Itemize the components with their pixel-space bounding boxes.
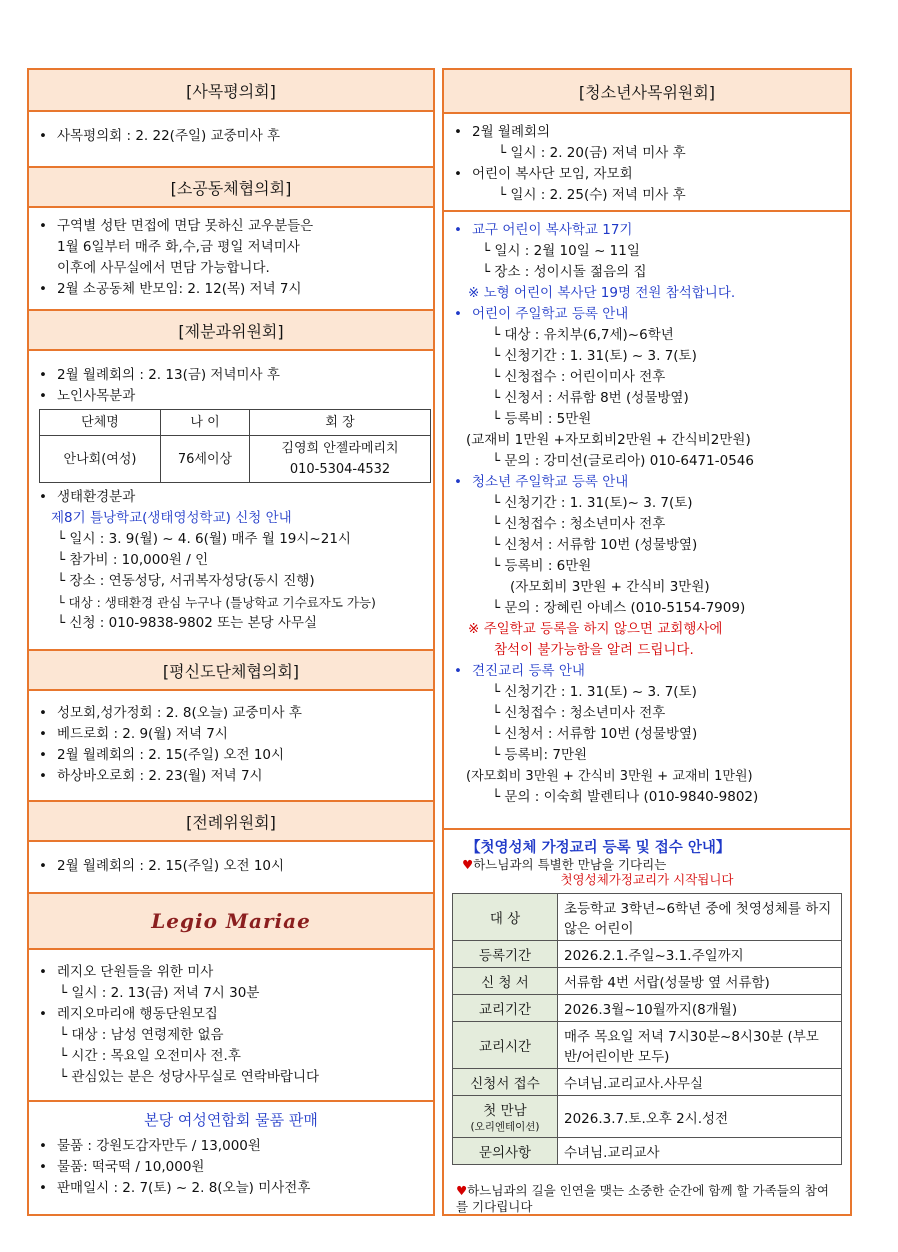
sogong-item-2: • 2월 소공동체 반모임: 2. 12(목) 저녁 7시	[29, 279, 433, 300]
section-header-jebun	[29, 311, 433, 351]
senior-cell-name: 안나회(여성)	[40, 436, 161, 483]
con-sub: └ 신청서 : 서류함 10번 (성물방옆)	[492, 726, 698, 742]
pyeong-item: • 성모회,성가정회 : 2. 8(오늘) 교중미사 후	[29, 703, 433, 724]
communion-table	[452, 893, 842, 1165]
row-label: 신 청 서	[453, 968, 558, 995]
jebun-item-3: • 생태환경분과	[29, 487, 433, 508]
altar-school-title: • 교구 어린이 복사학교 17기	[444, 220, 850, 241]
row-label-sub: (오리엔테이션)	[470, 1121, 540, 1133]
youth-title: [청소년사목위원회]	[578, 82, 716, 102]
kids-school-title: • 어린이 주일학교 등록 안내	[444, 304, 850, 325]
section-header-legio	[29, 894, 433, 950]
con-sub: └ 등록비: 7만원	[492, 747, 588, 763]
teen-contact: └ 문의 : 장혜린 아녜스 (010-5154-7909)	[492, 600, 746, 616]
youth-item-2: • 어린이 복사단 모임, 자모회	[444, 164, 850, 185]
legio-sub: └ 시간 : 목요일 오전미사 전.후	[59, 1048, 241, 1064]
legio-section	[29, 950, 433, 1102]
altar-sub: └ 일시 : 2월 10일 ~ 11일	[482, 243, 640, 259]
table-row	[453, 968, 842, 995]
teen-sub: └ 신청서 : 서류함 10번 (성물방옆)	[492, 537, 698, 553]
pyeong-item: • 2월 월례회의 : 2. 15(주일) 오전 10시	[29, 745, 433, 766]
row-label: 등록기간	[453, 941, 558, 968]
communion-intro-2: 첫영성체가정교리가 시작됩니다	[560, 872, 734, 887]
senior-header-age: 나 이	[161, 410, 250, 436]
women-item: • 판매일시 : 2. 7(토) ~ 2. 8(오늘) 미사전후	[29, 1178, 433, 1199]
legio-title: Legio Mariae	[151, 909, 311, 933]
row-value: 2026.2.1.주일~3.1.주일까지	[558, 941, 842, 968]
kids-sub: └ 신청기간 : 1. 31(토) ~ 3. 7(토)	[492, 348, 697, 364]
con-contact: └ 문의 : 이숙희 발렌티나 (010-9840-9802)	[492, 789, 759, 805]
sogong-section	[29, 208, 433, 311]
legio-item-2: • 레지오마리애 행동단원모집	[29, 1004, 433, 1025]
senior-header-leader: 회 장	[250, 410, 431, 436]
eco-line: └ 신청 : 010-9838-9802 또는 본당 사무실	[57, 615, 318, 631]
pyeong-item: • 하상바오로회 : 2. 23(월) 저녁 7시	[29, 766, 433, 787]
altar-note: ※ 노형 어린이 복사단 19명 전원 참석합니다.	[468, 285, 736, 301]
jebun-section	[29, 351, 433, 651]
row-label: 신청서 접수	[453, 1069, 558, 1096]
row-value: 매주 목요일 저녁 7시30분~8시30분 (부모반/어린이반 모두)	[558, 1022, 842, 1069]
sogong-title: [소공동체협의회]	[170, 178, 292, 198]
right-column	[442, 68, 852, 1216]
row-label-main: 첫 만남	[483, 1103, 527, 1119]
row-value: 서류함 4번 서랍(성물방 옆 서류함)	[558, 968, 842, 995]
eco-course-title: 제8기 틀낭학교(생태영성학교) 신청 안내	[51, 510, 292, 526]
women-title: 본당 여성연합회 물품 판매	[144, 1111, 318, 1129]
school-section	[444, 212, 850, 830]
communion-title: 【첫영성체 가정교리 등록 및 접수 안내】	[466, 840, 731, 856]
section-header-youth	[444, 70, 850, 114]
teen-fee: (자모회비 3만원 + 간식비 3만원)	[510, 579, 710, 595]
pyeong-title: [평신도단체협의회]	[162, 661, 300, 681]
table-row	[453, 1069, 842, 1096]
left-column	[27, 68, 435, 1216]
youth-item-1: • 2월 월례회의	[444, 122, 850, 143]
closing-text: 하느님과의 길을 인연을 맺는 소중한 순간에 함께 할 가족들의 참여를 기다립니다	[456, 1183, 830, 1214]
table-row	[453, 995, 842, 1022]
heart-icon: ♥	[456, 1183, 468, 1198]
con-sub: └ 신청기간 : 1. 31(토) ~ 3. 7(토)	[492, 684, 697, 700]
senior-cell-age: 76세이상	[161, 436, 250, 483]
legio-sub: └ 관심있는 분은 성당사무실로 연락바랍니다	[59, 1069, 320, 1085]
sogong-line-2: 1월 6일부터 매주 화,수,금 평일 저녁미사	[57, 239, 300, 255]
con-fee: (자모회비 3만원 + 간식비 3만원 + 교재비 1만원)	[466, 769, 753, 784]
jeollye-section	[29, 842, 433, 894]
table-row	[453, 1022, 842, 1069]
row-label: 교리기간	[453, 995, 558, 1022]
altar-sub: └ 장소 : 성이시돌 젊음의 집	[482, 264, 647, 280]
teen-sub: └ 신청접수 : 청소년미사 전후	[492, 516, 666, 532]
samok-item: • 사목평의회 : 2. 22(주일) 교중미사 후	[29, 126, 433, 147]
senior-table	[39, 409, 431, 483]
jeollye-title: [전례위원회]	[186, 812, 276, 832]
kids-fee: (교재비 1만원 +자모회비2만원 + 간식비2만원)	[466, 432, 751, 448]
sogong-line-3: 이후에 사무실에서 면담 가능합니다.	[57, 260, 270, 276]
row-label: 문의사항	[453, 1138, 558, 1165]
table-row	[453, 1096, 842, 1138]
teen-sub: └ 신청기간 : 1. 31(토)~ 3. 7(토)	[492, 495, 693, 511]
youth-section	[444, 114, 850, 212]
youth-sub: └ 일시 : 2. 20(금) 저녁 미사 후	[498, 145, 686, 161]
confirmation-title: • 견진교리 등록 안내	[444, 661, 850, 682]
jebun-item-2: • 노인사목분과	[29, 386, 433, 407]
row-label: 대 상	[453, 894, 558, 941]
eco-line: └ 일시 : 3. 9(월) ~ 4. 6(월) 매주 월 19시~21시	[57, 531, 351, 547]
samok-section	[29, 112, 433, 168]
communion-closing	[450, 1165, 844, 1215]
legio-sub: └ 대상 : 남성 연령제한 없음	[59, 1027, 224, 1043]
legio-sub: └ 일시 : 2. 13(금) 저녁 7시 30분	[59, 985, 260, 1001]
table-row	[453, 941, 842, 968]
samok-title: [사목평의회]	[186, 81, 276, 101]
jeollye-item: • 2월 월례회의 : 2. 15(주일) 오전 10시	[29, 856, 433, 877]
table-row	[453, 894, 842, 941]
row-value: 초등학교 3학년~6학년 중에 첫영성체를 하지 않은 어린이	[558, 894, 842, 941]
kids-sub: └ 신청접수 : 어린이미사 전후	[492, 369, 666, 385]
row-label: 교리시간	[453, 1022, 558, 1069]
kids-sub: └ 등록비 : 5만원	[492, 411, 592, 427]
women-section	[29, 1102, 433, 1199]
sogong-line-1: • 구역별 성탄 면접에 면담 못하신 교우분들은	[57, 218, 314, 234]
senior-leader-name: 김영희 안젤라메리치	[281, 441, 399, 456]
kids-sub: └ 대상 : 유치부(6,7세)~6학년	[492, 327, 674, 343]
teen-sub: └ 등록비 : 6만원	[492, 558, 592, 574]
row-label	[453, 1096, 558, 1138]
heart-icon: ♥	[462, 857, 474, 872]
teen-school-title: • 청소년 주일학교 등록 안내	[444, 472, 850, 493]
communion-section	[444, 830, 850, 1215]
eco-line: └ 대상 : 생태환경 관심 누구나 (틀낭학교 기수료자도 가능)	[57, 595, 376, 610]
pyeong-item: • 베드로회 : 2. 9(월) 저녁 7시	[29, 724, 433, 745]
senior-leader-phone: 010-5304-4532	[289, 462, 391, 477]
legio-item-1: • 레지오 단원들을 위한 미사	[29, 962, 433, 983]
section-header-jeollye	[29, 802, 433, 842]
section-header-sogong	[29, 168, 433, 208]
sogong-item-1	[29, 216, 433, 279]
con-sub: └ 신청접수 : 청소년미사 전후	[492, 705, 666, 721]
communion-intro-1: 하느님과의 특별한 만남을 기다리는	[473, 857, 667, 872]
communion-intro	[450, 857, 844, 872]
youth-sub: └ 일시 : 2. 25(수) 저녁 미사 후	[498, 187, 686, 203]
women-item: • 물품 : 강원도감자만두 / 13,000원	[29, 1136, 433, 1157]
row-value: 2026.3월~10월까지(8개월)	[558, 995, 842, 1022]
jebun-item-1: • 2월 월례회의 : 2. 13(금) 저녁미사 후	[29, 365, 433, 386]
eco-line: └ 참가비 : 10,000원 / 인	[57, 552, 209, 568]
section-header-samok	[29, 70, 433, 112]
pyeong-section	[29, 691, 433, 802]
women-item: • 물품: 떡국떡 / 10,000원	[29, 1157, 433, 1178]
jebun-title: [제분과위원회]	[178, 321, 284, 341]
warning-line-1: ※ 주일학교 등록을 하지 않으면 교회행사에	[468, 621, 723, 637]
kids-contact: └ 문의 : 강미선(글로리아) 010-6471-0546	[492, 453, 754, 469]
warning-line-2: 참석이 불가능함을 알려 드립니다.	[494, 642, 694, 658]
eco-line: └ 장소 : 연동성당, 서귀복자성당(동시 진행)	[57, 573, 315, 589]
kids-sub: └ 신청서 : 서류함 8번 (성물방옆)	[492, 390, 689, 406]
row-value: 2026.3.7.토.오후 2시.성전	[558, 1096, 842, 1138]
table-row	[453, 1138, 842, 1165]
senior-cell-leader	[250, 436, 431, 483]
section-header-pyeong	[29, 651, 433, 691]
row-value: 수녀님.교리교사	[558, 1138, 842, 1165]
senior-header-name: 단체명	[40, 410, 161, 436]
row-value: 수녀님.교리교사.사무실	[558, 1069, 842, 1096]
